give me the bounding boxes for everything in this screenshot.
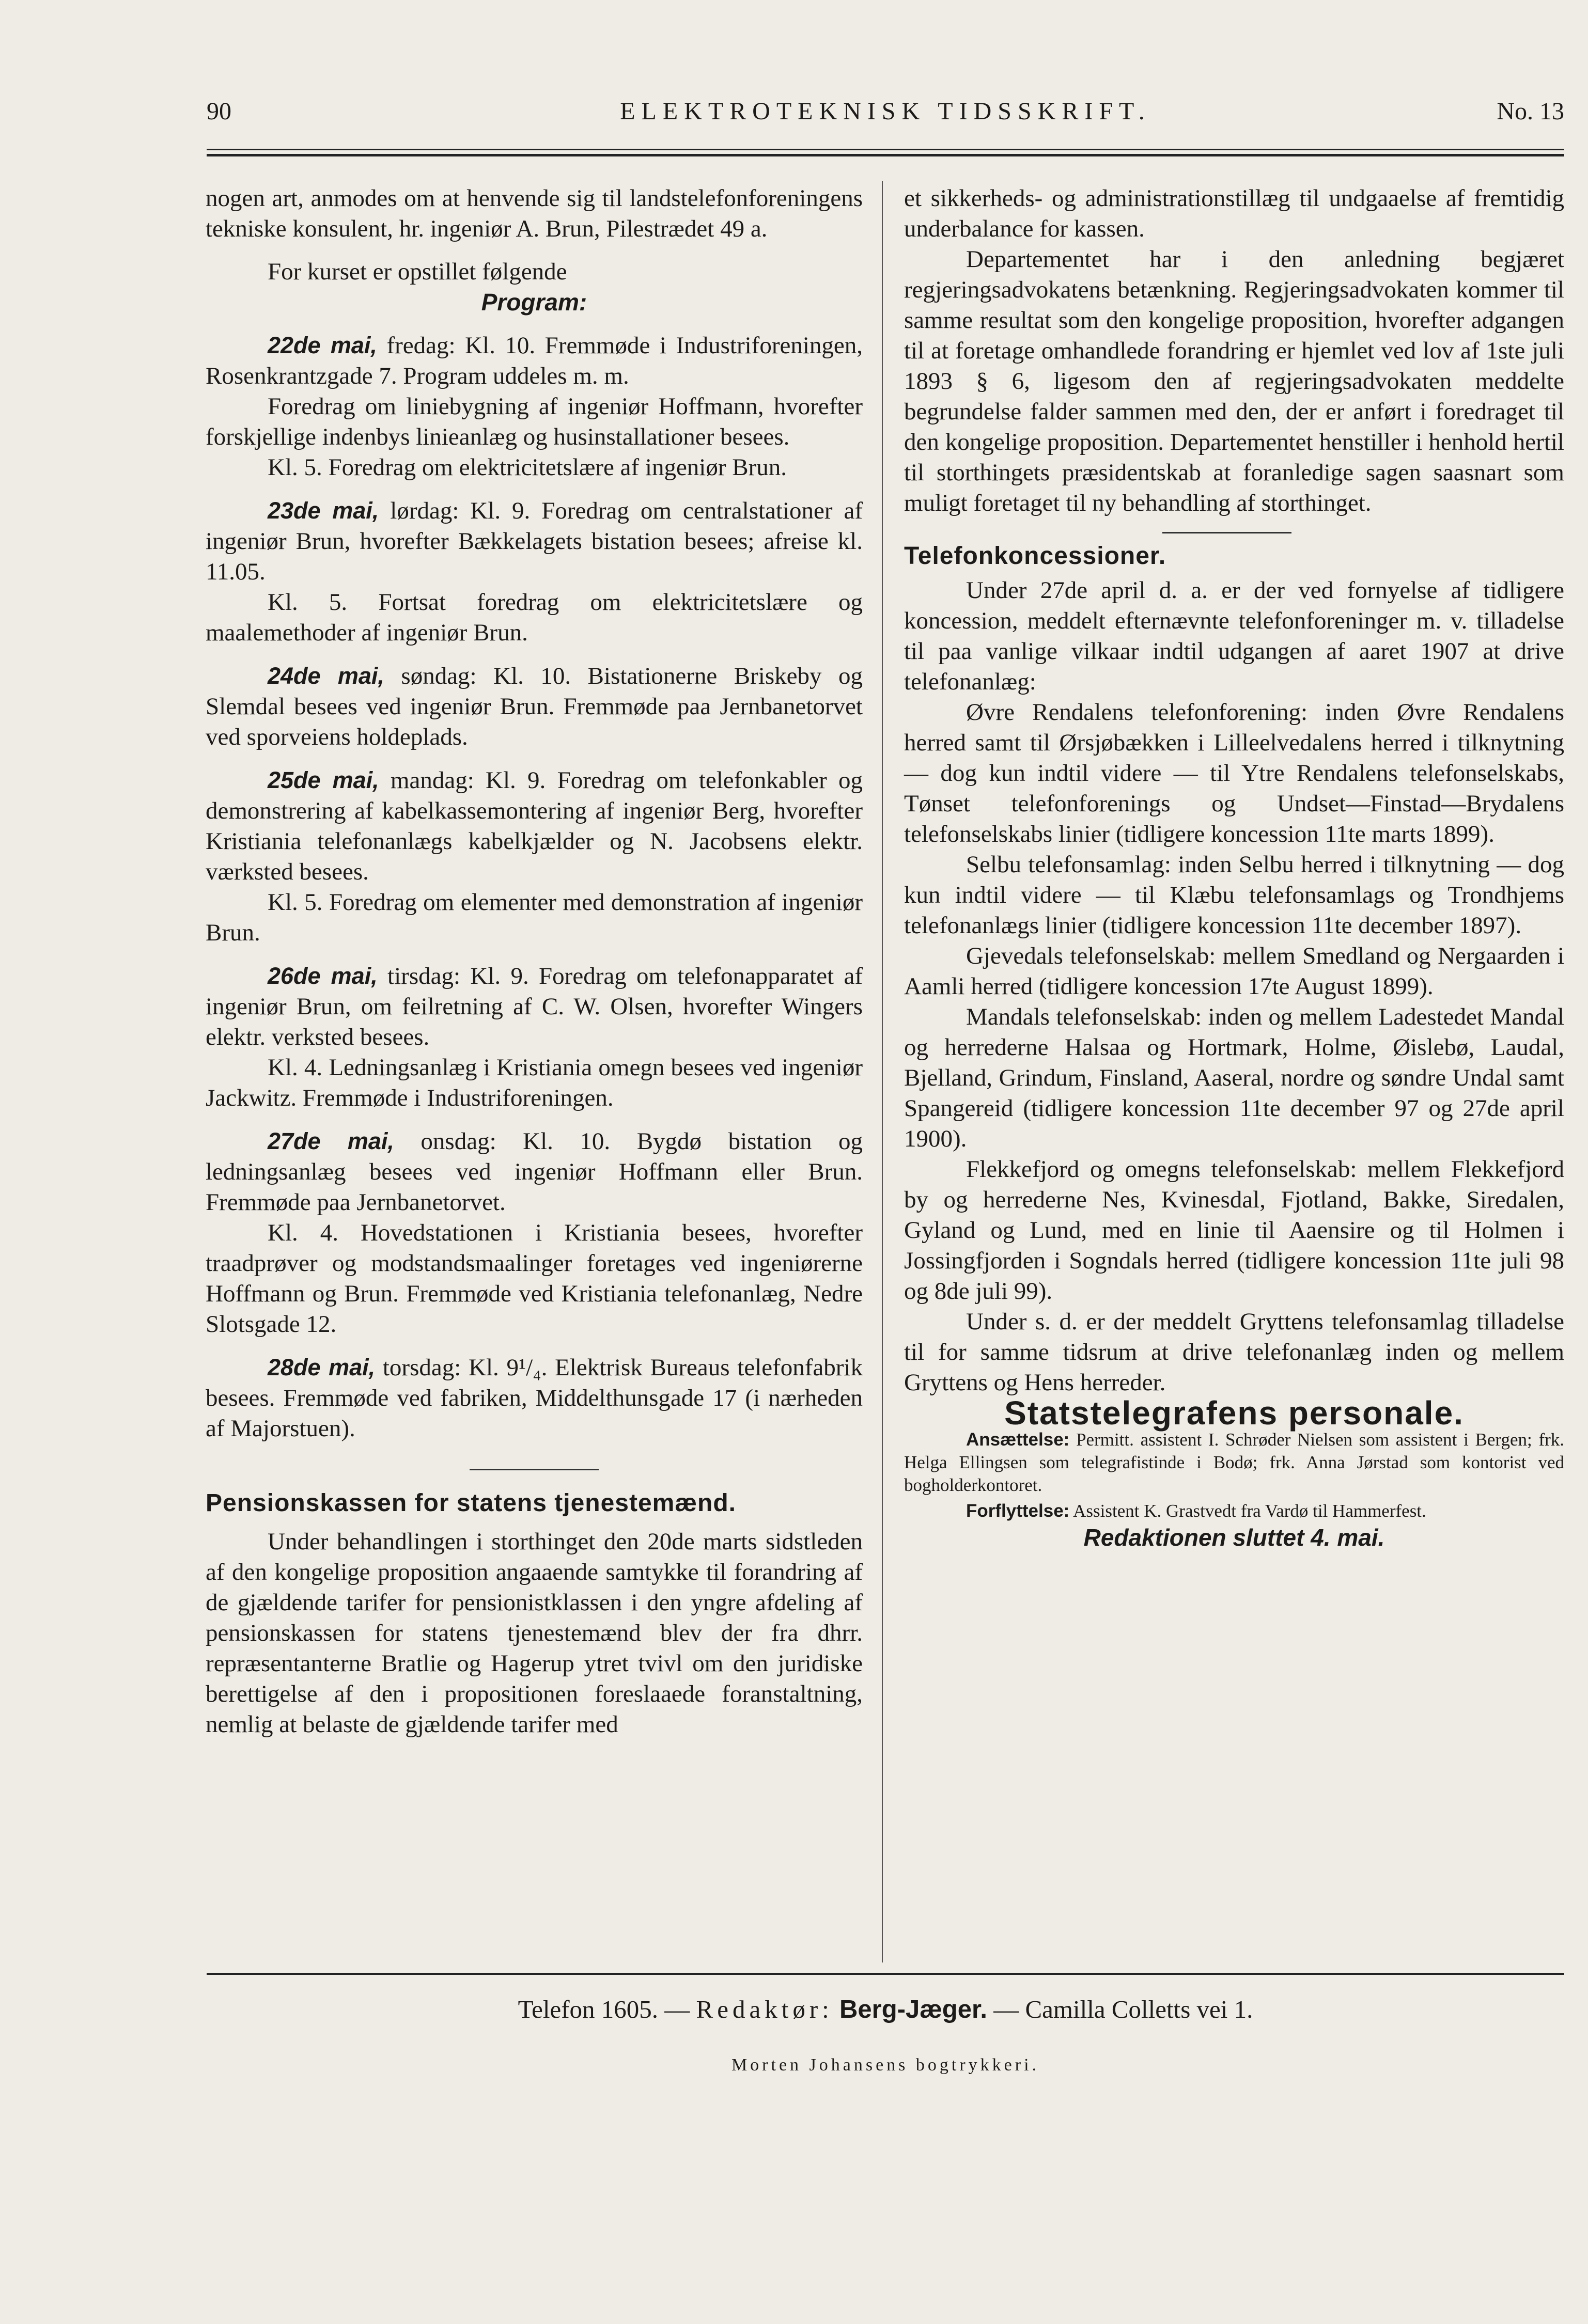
program-text: søndag: Kl. 10. Bistationerne Briskeby og Slemdal besees ved ingeniør Brun. Fremmøde paa Jernbanetorvet ved sporveiens holdeplads. — [206, 663, 863, 750]
program-entry — [206, 1218, 863, 1340]
telefon-heading: Telefonkoncessioner. — [904, 542, 1166, 570]
column-divider — [882, 181, 883, 1962]
program-entry — [206, 330, 863, 391]
program-entry — [206, 1352, 863, 1444]
ansaettelse-label: Ansættelse: — [966, 1430, 1070, 1450]
forflyttelse-label: Forflyttelse: — [966, 1501, 1070, 1521]
section-rule — [470, 1469, 599, 1470]
program-text: Kl. 5. Fortsat foredrag om elektricitetslære og maalemethoder af ingeniør Brun. — [206, 589, 863, 646]
footer — [207, 1995, 1564, 2024]
pension-paragraph-2: Departementet har i den anledning begjæret regjeringsadvokatens betænkning. Regjeringsadvokaten kommer til samme resultat som den kongelige proposition, hvorefter adgangen til at foretage omhandlede forandring er hjemlet ved lov af 1ste juli 1893 § 6, ligesom den af regjeringsadvokaten meddelte begrundelse falder sammen med den, der er anført i foredraget til den kongelige proposition. Departementet henstiller i henhold hertil til storthingets præsidentskab at foranledige sagen saasnart som muligt foretaget til ny behandling af storthinget. — [904, 246, 1564, 516]
program-text: onsdag: Kl. 10. Bygdø bistation og ledningsanlæg besees ved ingeniør Hoffmann eller Brun. Fremmøde paa Jernbanetorvet. — [206, 1128, 863, 1216]
forflyttelse-entry — [904, 1500, 1564, 1522]
program-text: tirsdag: Kl. 9. Foredrag om telefonapparatet af ingeniør Brun, om feilretning af C. W. Olsen, hvorefter Wingers elektr. verksted besees. — [206, 963, 863, 1050]
program-day: 28de mai, — [268, 1354, 376, 1380]
page-number: 90 — [207, 98, 231, 125]
program-entry — [206, 661, 863, 752]
footer-address: Camilla Colletts vei 1. — [1025, 1995, 1253, 2023]
program-day: 24de mai, — [268, 663, 384, 689]
program-heading: Program: — [481, 289, 587, 316]
program-entry — [206, 1053, 863, 1113]
program-list — [206, 330, 863, 1444]
telefon-entry: Gjevedals telefonselskab: mellem Smedland og Nergaarden i Aamli herred (tidligere koncession 17te August 1899). — [904, 943, 1564, 1000]
program-day: 23de mai, — [268, 497, 379, 524]
telefon-intro: Under 27de april d. a. er der ved fornyelse af tidligere koncession, meddelt efternævnte telefonforeninger m. v. tilladelse til paa vanlige vilkaar indtil udgangen af aaret 1907 at drive telefonanlæg: — [904, 577, 1564, 695]
forflyttelse-text: Assistent K. Grastvedt fra Vardø til Hammerfest. — [1073, 1501, 1426, 1521]
right-column — [904, 183, 1564, 1553]
footer-dash: — — [664, 1995, 690, 2023]
program-entry — [206, 887, 863, 948]
program-entry — [206, 765, 863, 887]
footer-redaktor-label: Redaktør: — [696, 1995, 833, 2023]
page-header — [207, 97, 1564, 138]
telefon-list — [904, 697, 1564, 1398]
program-entry — [206, 495, 863, 587]
program-text: Kl. 4. Ledningsanlæg i Kristiania omegn besees ved ingeniør Jackwitz. Fremmøde i Industriforeningen. — [206, 1054, 863, 1111]
telefon-entry: Under s. d. er der meddelt Gryttens telefonsamlag tilladelse til for samme tidsrum at drive telefonanlæg inden og mellem Gryttens og Hens herreder. — [904, 1308, 1564, 1396]
telefon-entry: Flekkefjord og omegns telefonselskab: mellem Flekkefjord by og herrederne Nes, Kvinesdal, Fjotland, Bakke, Siredalen, Gyland og Lund, med en linie til Aaensire og til Holmen i Jossingfjorden i Sogndals herred (tidligere koncession 11te juli 98 og 8de juli 99). — [904, 1156, 1564, 1305]
program-text: lørdag: Kl. 9. Foredrag om centralstationer af ingeniør Brun, hvorefter Bækkelagets bistation besees; afreise kl. 11.05. — [206, 497, 863, 585]
ansaettelse-text: Permitt. assistent I. Schrøder Nielsen som assistent i Bergen; frk. Helga Ellingsen som telegrafistinde i Bodø; frk. Anna Jørstad som kontorist ved bogholderkontoret. — [904, 1430, 1565, 1495]
intro-paragraph: nogen art, anmodes om at henvende sig til landstelefonforeningens tekniske konsulent, hr. ingeniør A. Brun, Pilestrædet 49 a. — [206, 185, 863, 242]
pension-continuation: et sikkerheds- og administrationstillæg til undgaaelse af fremtidig underbalance for kassen. — [904, 185, 1564, 242]
pension-paragraph: Under behandlingen i storthinget den 20de marts sidstleden af den kongelige proposition angaaende samtykke til forandring af de gjældende tarifer for pensionistklassen i den yngre afdeling af pensionskassen for statens tjenestemænd blev der fra dhrr. repræsentanterne Bratlie og Hagerup ytret tvivl om den juridiske berettigelse af den i propositionen foreslaaede foranstaltning, nemlig at belaste de gjældende tarifer med — [206, 1528, 863, 1738]
program-entry — [206, 1126, 863, 1218]
program-text: torsdag: Kl. 9¹/₄. Elektrisk Bureaus telefonfabrik besees. Fremmøde ved fabriken, Middelthunsgade 17 (i nærheden af Majorstuen). — [206, 1354, 863, 1442]
journal-title: ELEKTROTEKNISK TIDSSKRIFT. — [620, 98, 1151, 125]
personale-heading: Statstelegrafens personale. — [1004, 1394, 1464, 1432]
kursus-line: For kurset er opstillet følgende — [268, 258, 567, 285]
telefon-entry: Mandals telefonselskab: inden og mellem Ladestedet Mandal og herrederne Halsaa og Hortmark, Holme, Øislebø, Laudal, Bjelland, Grindum, Finsland, Aaseral, nordre og søndre Undal samt Spangereid (tidligere koncession 11te december 97 og 27de april 1900). — [904, 1003, 1564, 1152]
telefon-entry: Selbu telefonsamlag: inden Selbu herred i tilknytning — dog kun indtil videre — til Klæbu telefonsamlags og Trondhjems telefonanlægs linier (tidligere koncession 11te december 1897). — [904, 851, 1564, 939]
program-day: 25de mai, — [268, 767, 379, 793]
issue-number: No. 13 — [1497, 98, 1564, 125]
footer-telefon: Telefon 1605. — [518, 1995, 659, 2023]
pension-heading: Pensionskassen for statens tjenestemænd. — [206, 1489, 736, 1517]
printer-imprint: Morten Johansens bogtrykkeri. — [731, 2055, 1040, 2075]
program-entry — [206, 587, 863, 648]
footer-dash: — — [993, 1995, 1019, 2023]
program-text: fredag: Kl. 10. Fremmøde i Industriforeningen, Rosenkrantzgade 7. Program uddeles m. m. — [206, 332, 863, 389]
left-column — [206, 183, 863, 1740]
program-text: Kl. 4. Hovedstationen i Kristiania besees, hvorefter traadprøver og modstandsmaalinger foretages ved ingeniørerne Hoffmann og Brun. Fremmøde ved Kristiania telefonanlæg, Nedre Slotsgade 12. — [206, 1219, 863, 1338]
program-day: 27de mai, — [268, 1128, 394, 1154]
program-text: Foredrag om liniebygning af ingeniør Hoffmann, hvorefter forskjellige indenbys linieanlæg og husinstallationer besees. — [206, 393, 863, 450]
program-text: Kl. 5. Foredrag om elementer med demonstration af ingeniør Brun. — [206, 889, 863, 946]
program-day: 26de mai, — [268, 963, 378, 989]
footer-rule — [207, 1973, 1564, 1975]
program-entry — [206, 452, 863, 483]
program-entry — [206, 961, 863, 1053]
header-rule — [207, 149, 1564, 150]
section-rule — [1162, 532, 1291, 533]
header-rule-thick — [207, 154, 1564, 156]
program-entry — [206, 391, 863, 452]
ansaettelse-entry — [904, 1428, 1564, 1497]
program-day: 22de mai, — [268, 332, 377, 358]
telefon-entry: Øvre Rendalens telefonforening: inden Øvre Rendalens herred samt til Ørsjøbækken i Lilleelvedalens herred i tilknytning — dog kun indtil videre — til Ytre Rendalens telefonselskabs, Tønset telefonforenings og Undset—Finstad—Brydalens telefonselskabs linier (tidligere koncession 11te marts 1899). — [904, 699, 1564, 847]
footer-redaktor-name: Berg-Jæger. — [839, 1996, 987, 2023]
redaktion-note: Redaktionen sluttet 4. mai. — [1083, 1524, 1385, 1551]
program-text: mandag: Kl. 9. Foredrag om telefonkabler og demonstrering af kabelkassemontering af ingeniør Berg, hvorefter Kristiania telefonanlægs kabelkjælder og N. Jacobsens elektr. værksted besees. — [206, 767, 863, 885]
program-text: Kl. 5. Foredrag om elektricitetslære af ingeniør Brun. — [268, 454, 787, 481]
